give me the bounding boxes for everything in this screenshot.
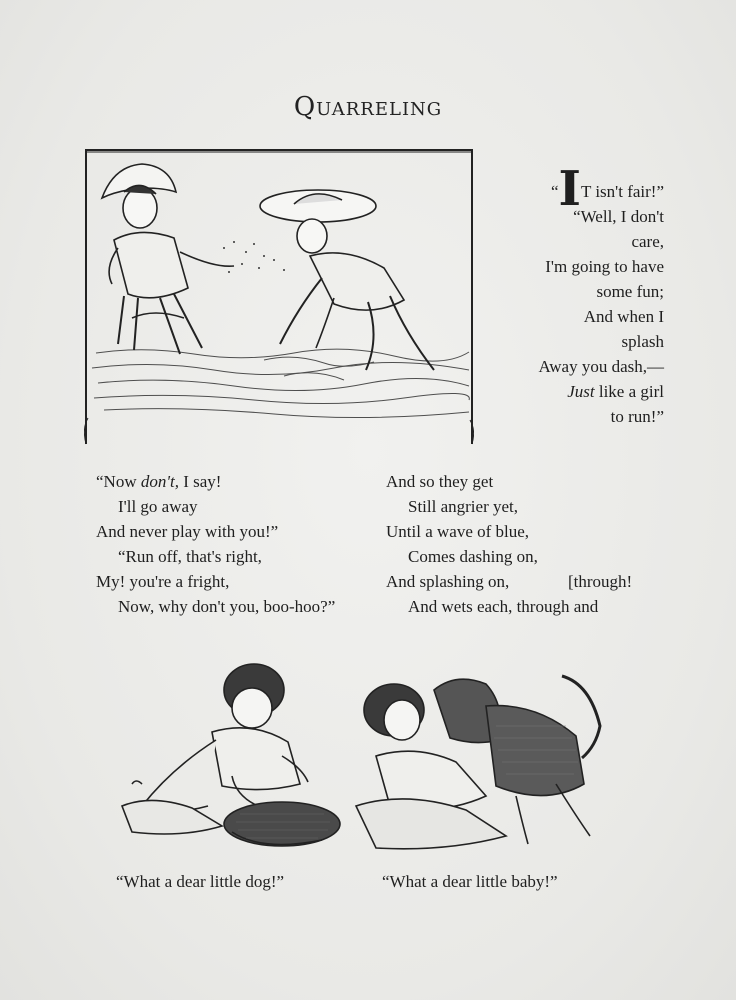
poem-line: And never play with you!” <box>96 522 279 541</box>
poem-line: I'll go away <box>118 497 198 516</box>
verse-column-left <box>96 469 335 619</box>
poem-line: “Well, I don't <box>573 207 664 226</box>
poem-line: I'm going to have <box>545 257 664 276</box>
poem-line: Away you dash,— <box>538 357 664 376</box>
poem-line: to run!” <box>610 407 664 426</box>
splashing-children-illustration <box>84 148 474 448</box>
poem-line: Just like a girl <box>567 382 664 401</box>
poem-line: And splashing on, <box>386 572 510 591</box>
poem-overflow-word: [through! <box>568 572 633 591</box>
page-title: Quarreling <box>293 92 443 122</box>
poem-line: “Run off, that's right, <box>118 547 262 566</box>
poem-line: And wets each, through and <box>408 597 599 616</box>
caption-right: “What a dear little baby!” <box>382 872 558 891</box>
poem-line: Now, why don't you, boo-hoo?” <box>118 597 336 616</box>
poem-line: “IT isn't fair!” <box>551 161 664 217</box>
verse-column-right <box>386 469 598 619</box>
poem-line: My! you're a fright, <box>96 572 230 591</box>
poem-line: splash <box>621 332 664 351</box>
poem-line: Until a wave of blue, <box>386 522 530 541</box>
girl-with-dog-illustration <box>112 656 352 862</box>
poem-line: And so they get <box>386 472 494 491</box>
poem-line: some fun; <box>596 282 664 301</box>
italic-word: Just <box>567 382 595 401</box>
poem-line: And when I <box>583 307 664 326</box>
child-hugging-dog-illustration <box>346 666 612 862</box>
caption-left: “What a dear little dog!” <box>116 872 285 891</box>
opening-poem-stanza <box>484 161 664 429</box>
poem-line: “Now don't, I say! <box>96 472 222 491</box>
poem-line: Still angrier yet, <box>408 497 519 516</box>
drop-cap: I <box>558 161 581 217</box>
poem-line: care, <box>631 232 664 251</box>
poem-line: Comes dashing on, <box>408 547 538 566</box>
